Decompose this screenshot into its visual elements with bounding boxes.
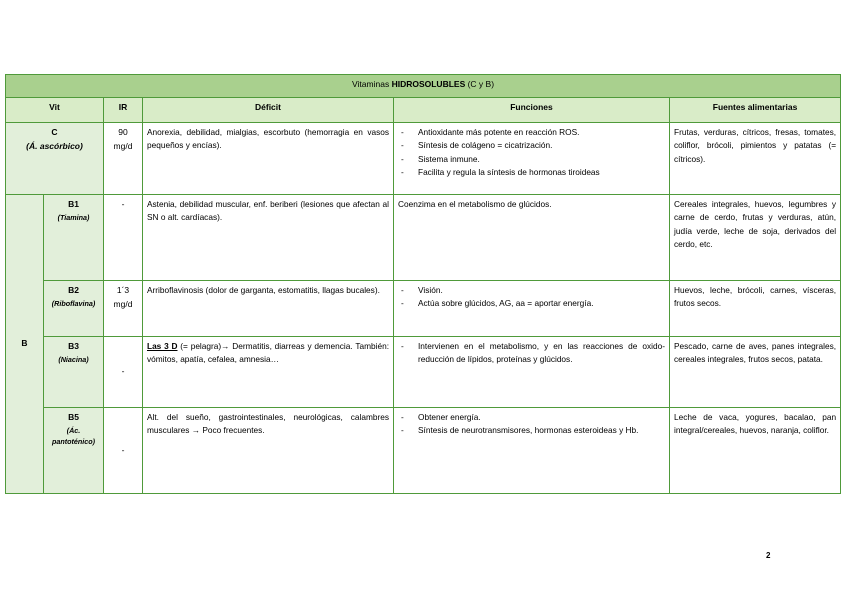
vitamin-sublabel: (Á. ascórbico) [26,140,83,151]
vitamin-sublabel: (Niacina) [58,354,89,364]
ir-value: - [104,195,143,281]
table-row [6,408,841,494]
funciones-cell [394,408,670,494]
header-funciones: Funciones [394,98,670,123]
list-item: - Obtener energía. [398,411,665,424]
vitamin-sublabel: pantoténico) [51,437,96,447]
table-row [6,123,841,195]
header-vit: Vit [6,98,104,123]
table-title: Vitaminas HIDROSOLUBLES (C y B) [6,75,841,98]
fuentes-cell: Huevos, leche, brócoli, carnes, vísceras, frutos secos. [670,281,841,337]
list-item: - Sistema inmune. [398,153,665,166]
deficit-cell: Astenia, debilidad muscular, enf. beriberi (lesiones que afectan al SN o alt. cardíacas). [143,195,394,281]
vitamins-table [5,74,841,494]
ir-value: - [104,337,143,408]
ir-value: - [104,408,143,494]
list-item: - Visión. [398,284,665,297]
b-group-label: B [6,195,44,494]
vitamin-label: C [51,127,58,137]
vitamin-label: B5 [68,412,79,422]
vitamin-sublabel: (Riboflavina) [51,298,96,308]
vitamin-label: B1 [68,199,79,209]
deficit-cell: Arriboflavinosis (dolor de garganta, estomatitis, llagas bucales). [143,281,394,337]
header-fuentes: Fuentes alimentarias [670,98,841,123]
list-item: - Síntesis de neurotransmisores, hormonas esteroideas y Hb. [398,424,665,437]
vitamin-name [6,123,104,195]
list-item: - Intervienen en el metabolismo, y en las reacciones de oxido-reducción de lípidos, proteínas y glúcidos. [398,340,665,367]
funciones-cell [394,281,670,337]
fuentes-cell: Pescado, carne de aves, panes integrales, cereales integrales, frutos secos, patata. [670,337,841,408]
ir-value: 1´3 mg/d [104,281,143,337]
funciones-cell [394,337,670,408]
header-deficit: Déficit [143,98,394,123]
fuentes-cell: Cereales integrales, huevos, legumbres y carne de cerdo, frutas y verduras, atún, judía verde, leche de soja, derivados del cerdo, etc. [670,195,841,281]
fuentes-cell: Leche de vaca, yogures, bacalao, pan integral/cereales, huevos, naranja, coliflor. [670,408,841,494]
fuentes-cell: Frutas, verduras, cítricos, fresas, tomates, coliflor, brócoli, pimientos y patatas (= cítricos). [670,123,841,195]
vitamin-name [44,195,104,281]
page-number: 2 [766,551,771,560]
vitamin-name [44,281,104,337]
vitamin-name [44,408,104,494]
vitamin-label: B2 [68,285,79,295]
deficit-cell: Alt. del sueño, gastrointestinales, neurológicas, calambres musculares → Poco frecuentes. [143,408,394,494]
list-item: - Antioxidante más potente en reacción ROS. [398,126,665,139]
funciones-cell: Coenzima en el metabolismo de glúcidos. [394,195,670,281]
deficit-cell: Las 3 D (= pelagra)→ Dermatitis, diarreas y demencia. También: vómitos, apatía, cefalea, amnesia… [143,337,394,408]
list-item: - Actúa sobre glúcidos, AG, aa = aportar energía. [398,297,665,310]
table-row [6,195,841,281]
vitamin-sublabel: (Tiamina) [57,212,90,222]
three-d-label: Las 3 D [147,341,178,351]
vitamin-name [44,337,104,408]
vitamin-label: B3 [68,341,79,351]
table-row [6,337,841,408]
deficit-cell: Anorexia, debilidad, mialgias, escorbuto (hemorragia en vasos pequeños y encías). [143,123,394,195]
vitamin-sublabel: (Ác. [66,425,81,435]
header-ir: IR [104,98,143,123]
funciones-cell [394,123,670,195]
list-item: - Facilita y regula la síntesis de hormonas tiroideas [398,166,665,179]
table-row [6,281,841,337]
ir-value: 90 mg/d [104,123,143,195]
list-item: - Síntesis de colágeno = cicatrización. [398,139,665,152]
